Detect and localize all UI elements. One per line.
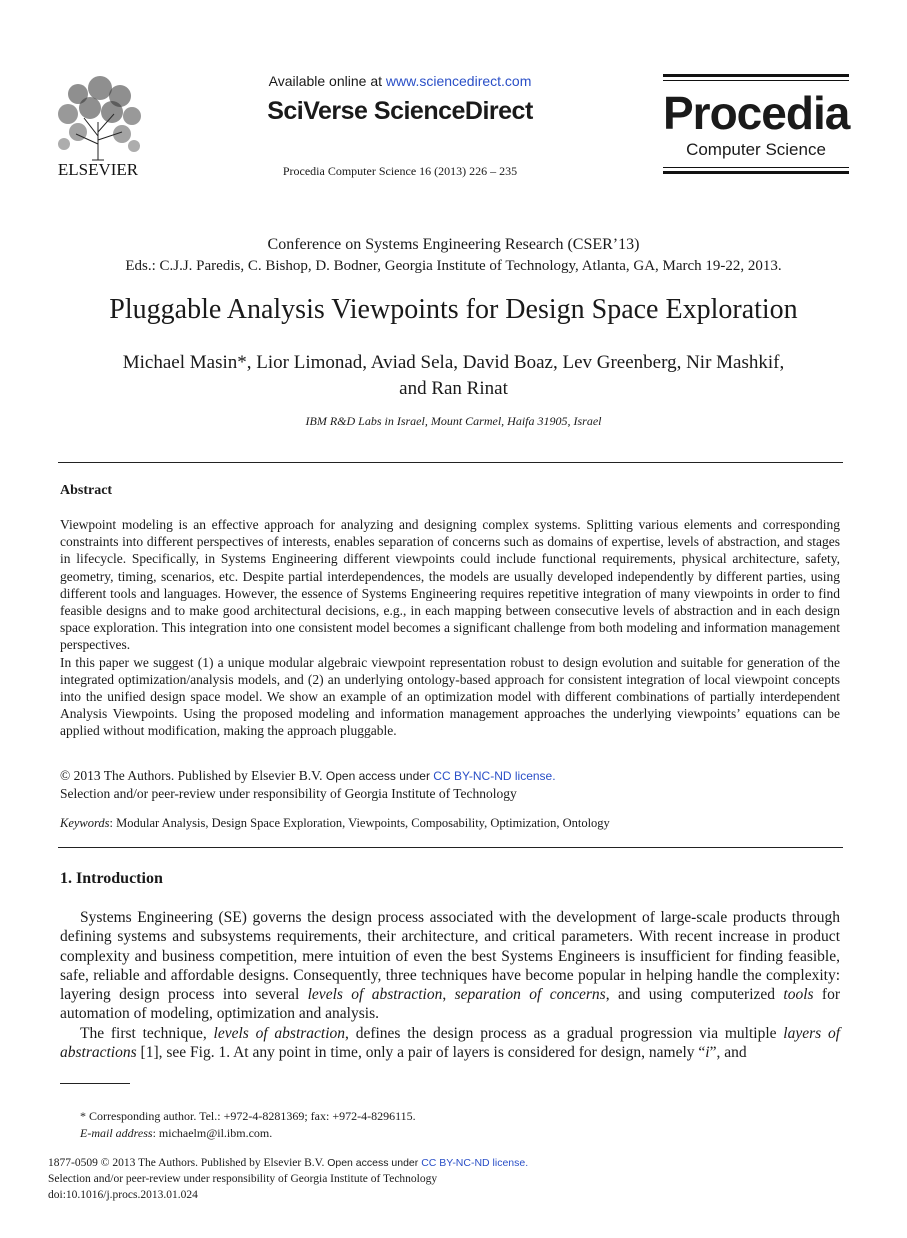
email-address: : michaelm@il.ibm.com.: [152, 1126, 273, 1140]
license-link[interactable]: CC BY-NC-ND license.: [433, 769, 556, 783]
elsevier-tree-icon: [48, 74, 148, 179]
issn-copyright: 1877-0509 © 2013 The Authors. Published by Elsevier B.V.: [48, 1157, 328, 1169]
intro-paragraph-2: The first technique, levels of abstraction, defines the design process as a gradual progression via multiple layers of abstractions [1], see Fig. 1. At any point in time, only a pair of layers is considered for design, namely “i”, and: [60, 1024, 841, 1062]
elsevier-logo: [48, 74, 148, 179]
affiliation: IBM R&D Labs in Israel, Mount Carmel, Haifa 31905, Israel: [305, 414, 602, 428]
footer-open-access: Open access under: [327, 1157, 422, 1169]
divider-bottom: [58, 847, 843, 848]
footnote-rule: [60, 1083, 130, 1084]
abstract-paragraph-2: In this paper we suggest (1) a unique modular algebraic viewpoint representation robust to design evolution and suitable for generation of the integrated optimization/analysis models, and (2) an underlying ontology-based approach for consistent integration of local viewpoint concepts into the unified design space model. We show an example of an optimization model with different combinations of partially interdependent Analysis Viewpoints. Using the proposed modeling and information management approaches the underlying viewpoints’ equations can be applied without modification, making the approach pluggable.: [60, 654, 840, 739]
platform-name: SciVerse ScienceDirect: [267, 97, 533, 125]
conference-name: Conference on Systems Engineering Research (CSER’13): [267, 236, 640, 253]
keywords: [60, 816, 840, 831]
logo-rule-top: [663, 74, 849, 77]
svg-text:ELSEVIER: ELSEVIER: [57, 160, 139, 179]
paper-title: Pluggable Analysis Viewpoints for Design Space Exploration: [109, 294, 798, 325]
procedia-logo-subtitle: Computer Science: [686, 140, 826, 159]
footnote: [80, 1108, 780, 1142]
editors: Eds.: C.J.J. Paredis, C. Bishop, D. Bodner, Georgia Institute of Technology, Atlanta, GA, March 19-22, 2013.: [125, 258, 782, 274]
procedia-logo-title: Procedia: [663, 87, 850, 139]
journal-reference: Procedia Computer Science 16 (2013) 226 – 235: [282, 164, 518, 178]
available-online: Available online at www.sciencedirect.com: [268, 73, 532, 89]
abstract-paragraph-1: Viewpoint modeling is an effective approach for analyzing and designing complex systems. Splitting various elements and corresponding constraints into different perspectives of interests, enables separation of concerns such as domains of expertise, levels of abstraction, and stages in lifecycle. Specifically, in Systems Engineering different viewpoints could include functional requirements, physical architecture, safety, geometry, timing, scenarios, etc. Despite partial interdependences, the models are usually developed independently by different parties, using different tools and languages. However, the essence of Systems Engineering requires repetitive integration of many viewpoints in order to find feasible designs and to make good architectural decisions, e.g., in each mapping between consecutive levels of abstraction and in each design space exploration. This integration into one consistent model becomes a significant challenge from both modeling and information management perspectives.: [60, 517, 840, 653]
footer-peer-review: Selection and/or peer-review under responsibility of Georgia Institute of Technology: [48, 1173, 438, 1185]
section-heading-introduction: 1. Introduction: [60, 870, 163, 887]
doi: doi:10.1016/j.procs.2013.01.024: [48, 1189, 198, 1201]
copyright-notice: [60, 767, 840, 803]
keywords-text: : Modular Analysis, Design Space Exploration, Viewpoints, Composability, Optimization, Ontology: [109, 816, 610, 830]
peer-review-line: Selection and/or peer-review under responsibility of Georgia Institute of Technology: [60, 786, 517, 801]
keywords-label: Keywords: [60, 816, 110, 830]
sciencedirect-link[interactable]: www.sciencedirect.com: [385, 73, 532, 89]
intro-paragraph-1: Systems Engineering (SE) governs the design process associated with the development of large-scale products through defining systems and subsystems requirements, their architecture, and critical parameters. With recent increase in product complexity and business competition, mere intuition of even the best Systems Engineers is insufficient for finding feasible, safe, reliable and affordable designs. Consequently, three techniques have become popular in helping handle the complexity: layering design process into several levels of abstraction, separation of concerns, and using computerized tools for automation of modeling, optimization and analysis.: [60, 909, 840, 1023]
author-list: [40, 350, 867, 402]
logo-rule-top-thin: [663, 80, 849, 81]
copyright-line: © 2013 The Authors. Published by Elsevier B.V.: [60, 768, 326, 783]
open-access-text: Open access under: [325, 769, 434, 783]
authors-line-2: and Ran Rinat: [399, 378, 508, 399]
procedia-logo: [663, 74, 849, 174]
abstract-heading: Abstract: [60, 483, 113, 498]
email-label: E-mail address: [80, 1126, 153, 1140]
divider-top: [58, 462, 843, 463]
logo-rule-bottom: [663, 171, 849, 174]
page-footer: [48, 1155, 808, 1203]
corresponding-author: * Corresponding author. Tel.: +972-4-8281369; fax: +972-4-8296115.: [80, 1109, 416, 1123]
footer-license-link[interactable]: CC BY-NC-ND license.: [421, 1157, 529, 1169]
authors-line-1: Michael Masin*, Lior Limonad, Aviad Sela, David Boaz, Lev Greenberg, Nir Mashkif,: [122, 352, 785, 373]
abstract-body: [60, 516, 840, 740]
logo-rule-bottom-thin: [663, 167, 849, 168]
introduction-body: [60, 908, 840, 1062]
